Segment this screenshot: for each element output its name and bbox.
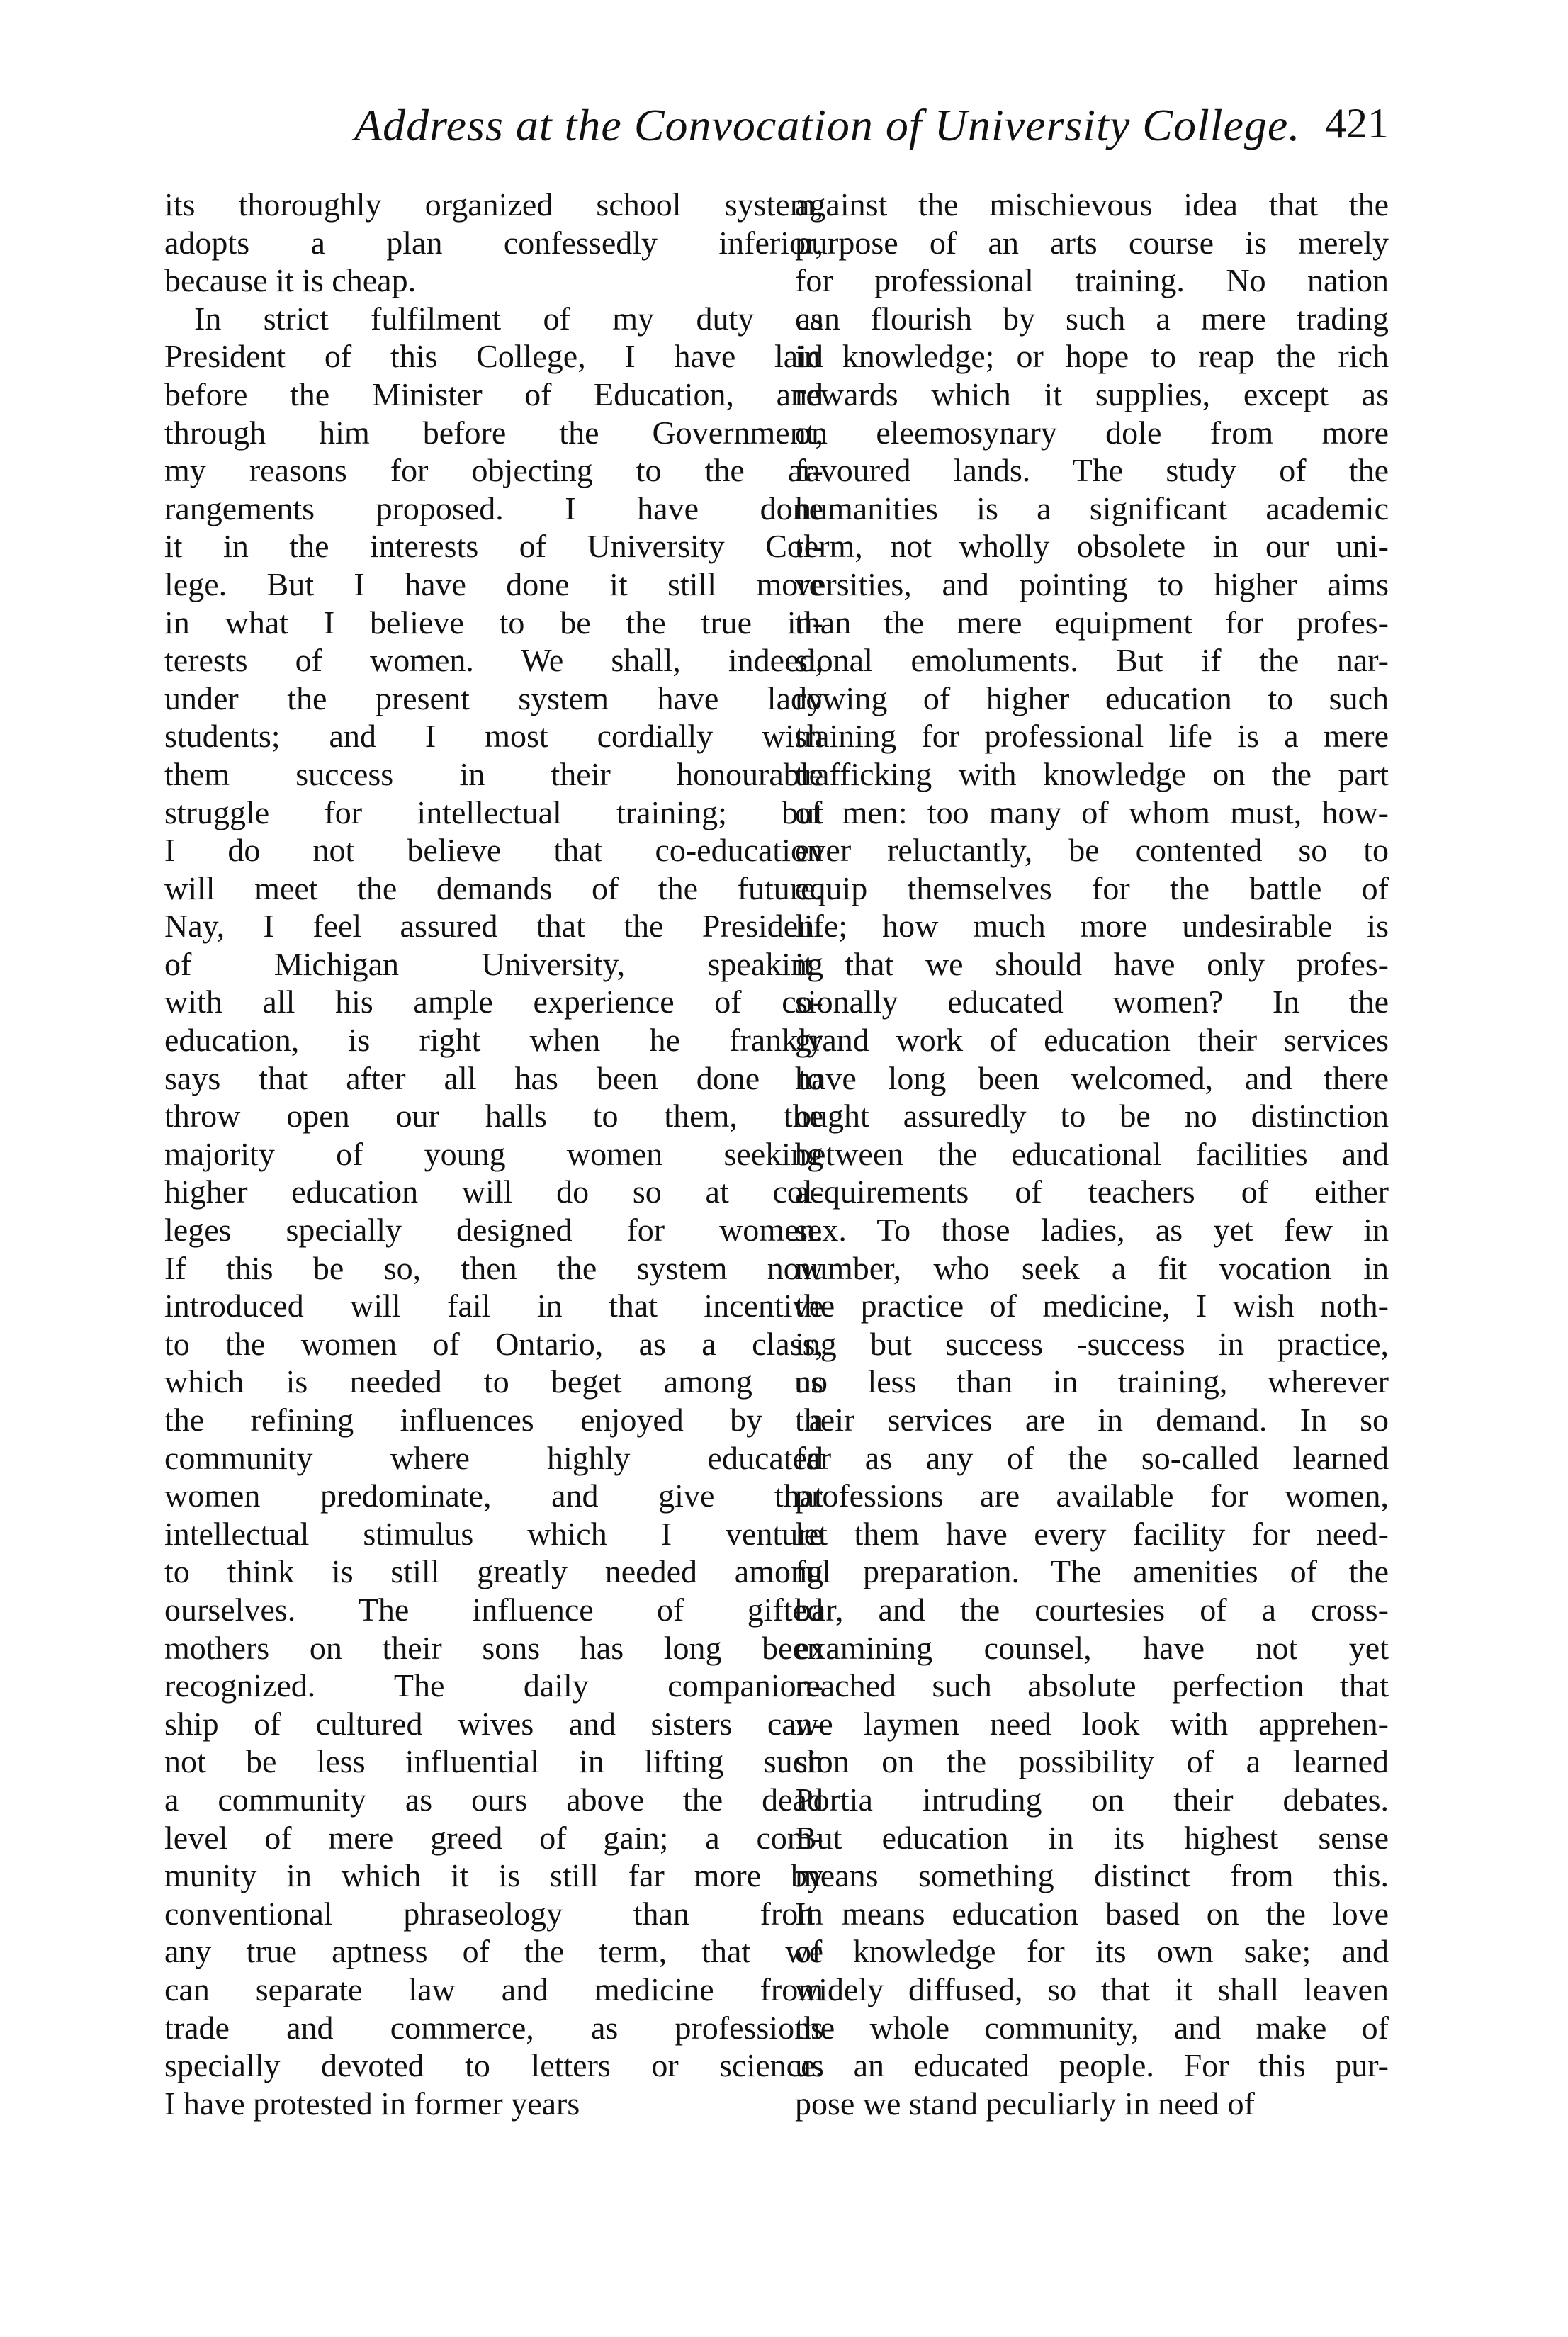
text-line: to think is still greatly needed among bbox=[164, 1553, 823, 1590]
page-header bbox=[283, 99, 1389, 156]
text-line: humanities is a significant academic bbox=[795, 490, 1389, 526]
text-line: widely diffused, so that it shall leaven bbox=[795, 1971, 1389, 2007]
text-line: on eleemosynary dole from more bbox=[795, 414, 1389, 451]
text-line: because it is cheap. bbox=[164, 262, 417, 299]
text-line: sional emoluments. But if the nar- bbox=[795, 642, 1389, 679]
text-line: Portia intruding on their debates. bbox=[795, 1781, 1389, 1818]
text-line: reached such absolute perfection that bbox=[795, 1667, 1389, 1704]
text-line: Nay, I feel assured that the President bbox=[164, 908, 823, 945]
text-line: ful preparation. The amenities of the bbox=[795, 1553, 1389, 1590]
text-line: community where highly educated bbox=[164, 1439, 823, 1476]
text-line: mothers on their sons has long been bbox=[164, 1629, 823, 1666]
text-line: a community as ours above the dead bbox=[164, 1781, 823, 1818]
text-line: trade and commerce, as professions bbox=[164, 2009, 823, 2046]
text-line: for professional training. No nation bbox=[795, 262, 1389, 299]
text-line: we laymen need look with apprehen- bbox=[795, 1705, 1389, 1742]
text-line: ourselves. The influence of gifted bbox=[164, 1591, 823, 1628]
text-line: I do not believe that co-education bbox=[164, 832, 823, 869]
text-line: number, who seek a fit vocation in bbox=[795, 1249, 1389, 1286]
text-line: grand work of education their services bbox=[795, 1022, 1389, 1059]
text-line: says that after all has been done to bbox=[164, 1059, 823, 1096]
page-number: 421 bbox=[1325, 100, 1389, 147]
text-line: in knowledge; or hope to reap the rich bbox=[795, 338, 1389, 375]
text-line: If this be so, then the system now bbox=[164, 1249, 823, 1286]
text-line: It means education based on the love bbox=[795, 1895, 1389, 1932]
text-line: recognized. The daily companion- bbox=[164, 1667, 823, 1704]
right-text-column bbox=[795, 186, 1390, 2122]
text-line: I have protested in former years bbox=[164, 2085, 580, 2122]
text-line: examining counsel, have not yet bbox=[795, 1629, 1389, 1666]
text-line: sionally educated women? In the bbox=[795, 984, 1389, 1020]
text-line: sex. To those ladies, as yet few in bbox=[795, 1212, 1389, 1249]
text-line: term, not wholly obsolete in our uni- bbox=[795, 528, 1389, 565]
text-line: equip themselves for the battle of bbox=[795, 869, 1389, 906]
text-line: adopts a plan confessedly inferior, bbox=[164, 224, 823, 261]
text-line: can separate law and medicine from bbox=[164, 1971, 823, 2007]
text-line: have long been welcomed, and there bbox=[795, 1059, 1389, 1096]
text-line: acquirements of teachers of either bbox=[795, 1173, 1389, 1210]
text-line: intellectual stimulus which I venture bbox=[164, 1515, 823, 1552]
text-line: purpose of an arts course is merely bbox=[795, 224, 1389, 261]
text-line: than the mere equipment for profes- bbox=[795, 604, 1389, 641]
text-line: munity in which it is still far more by bbox=[164, 1857, 823, 1894]
text-line: But education in its highest sense bbox=[795, 1819, 1389, 1856]
text-line: life; how much more undesirable is bbox=[795, 908, 1389, 945]
left-text-column bbox=[164, 186, 827, 2122]
text-line: leges specially designed for women. bbox=[164, 1212, 823, 1249]
text-line: bar, and the courtesies of a cross- bbox=[795, 1591, 1389, 1628]
text-line: us an educated people. For this pur- bbox=[795, 2047, 1389, 2084]
text-line: the refining influences enjoyed by a bbox=[164, 1402, 823, 1438]
text-line: sion on the possibility of a learned bbox=[795, 1743, 1389, 1780]
text-line: rewards which it supplies, except as bbox=[795, 376, 1389, 412]
text-line: women predominate, and give that bbox=[164, 1477, 823, 1514]
text-line: professions are available for women, bbox=[795, 1477, 1389, 1514]
text-line: the whole community, and make of bbox=[795, 2009, 1389, 2046]
text-line: conventional phraseology than from bbox=[164, 1895, 823, 1932]
text-line: pose we stand peculiarly in need of bbox=[795, 2085, 1255, 2122]
text-line: no less than in training, wherever bbox=[795, 1363, 1389, 1400]
text-line: throw open our halls to them, the bbox=[164, 1098, 823, 1134]
text-line: lege. But I have done it still more bbox=[164, 565, 823, 602]
text-line: through him before the Government, bbox=[164, 414, 823, 451]
text-line: ever reluctantly, be contented so to bbox=[795, 832, 1389, 869]
text-line: let them have every facility for need- bbox=[795, 1515, 1389, 1552]
text-line: can flourish by such a mere trading bbox=[795, 300, 1389, 337]
text-line: rowing of higher education to such bbox=[795, 680, 1389, 716]
text-line: struggle for intellectual training; but bbox=[164, 794, 823, 830]
text-line: higher education will do so at col- bbox=[164, 1173, 823, 1210]
text-line: students; and I most cordially wish bbox=[164, 718, 823, 755]
text-line: with all his ample experience of co- bbox=[164, 984, 823, 1020]
running-title: Address at the Convocation of University College. bbox=[354, 100, 1301, 150]
text-line: any true aptness of the term, that we bbox=[164, 1933, 823, 1970]
text-line: will meet the demands of the future. bbox=[164, 869, 823, 906]
text-line: of Michigan University, speaking bbox=[164, 945, 823, 982]
text-line: training for professional life is a mere bbox=[795, 718, 1389, 755]
text-line: versities, and pointing to higher aims bbox=[795, 565, 1389, 602]
text-line: under the present system have lady bbox=[164, 680, 823, 716]
text-line: its thoroughly organized school system, bbox=[164, 186, 823, 223]
text-line: level of mere greed of gain; a com- bbox=[164, 1819, 823, 1856]
text-line: ship of cultured wives and sisters can- bbox=[164, 1705, 823, 1742]
text-line: favoured lands. The study of the bbox=[795, 452, 1389, 489]
text-line: ought assuredly to be no distinction bbox=[795, 1098, 1389, 1134]
text-line: them success in their honourable bbox=[164, 755, 823, 792]
text-line: it that we should have only profes- bbox=[795, 945, 1389, 982]
text-line: between the educational facilities and bbox=[795, 1135, 1389, 1172]
text-line: in what I believe to be the true in- bbox=[164, 604, 823, 641]
text-line: introduced will fail in that incentive bbox=[164, 1288, 823, 1324]
text-line: In strict fulfilment of my duty as bbox=[194, 300, 823, 337]
text-line: not be less influential in lifting such bbox=[164, 1743, 823, 1780]
text-line: trafficking with knowledge on the part bbox=[795, 755, 1389, 792]
text-line: rangements proposed. I have done bbox=[164, 490, 823, 526]
text-line: my reasons for objecting to the ar- bbox=[164, 452, 823, 489]
text-line: of men: too many of whom must, how- bbox=[795, 794, 1389, 830]
text-line: ing but success -success in practice, bbox=[795, 1325, 1389, 1362]
text-line: specially devoted to letters or science. bbox=[164, 2047, 823, 2084]
text-line: the practice of medicine, I wish noth- bbox=[795, 1288, 1389, 1324]
text-line: of knowledge for its own sake; and bbox=[795, 1933, 1389, 1970]
text-line: which is needed to beget among us bbox=[164, 1363, 823, 1400]
text-line: means something distinct from this. bbox=[795, 1857, 1389, 1894]
text-line: their services are in demand. In so bbox=[795, 1402, 1389, 1438]
text-line: majority of young women seeking bbox=[164, 1135, 823, 1172]
text-line: terests of women. We shall, indeed, bbox=[164, 642, 823, 679]
text-line: far as any of the so-called learned bbox=[795, 1439, 1389, 1476]
text-line: education, is right when he frankly bbox=[164, 1022, 823, 1059]
text-line: to the women of Ontario, as a class, bbox=[164, 1325, 823, 1362]
text-line: President of this College, I have laid bbox=[164, 338, 823, 375]
text-line: it in the interests of University Col- bbox=[164, 528, 823, 565]
text-line: against the mischievous idea that the bbox=[795, 186, 1389, 223]
text-line: before the Minister of Education, and bbox=[164, 376, 823, 412]
